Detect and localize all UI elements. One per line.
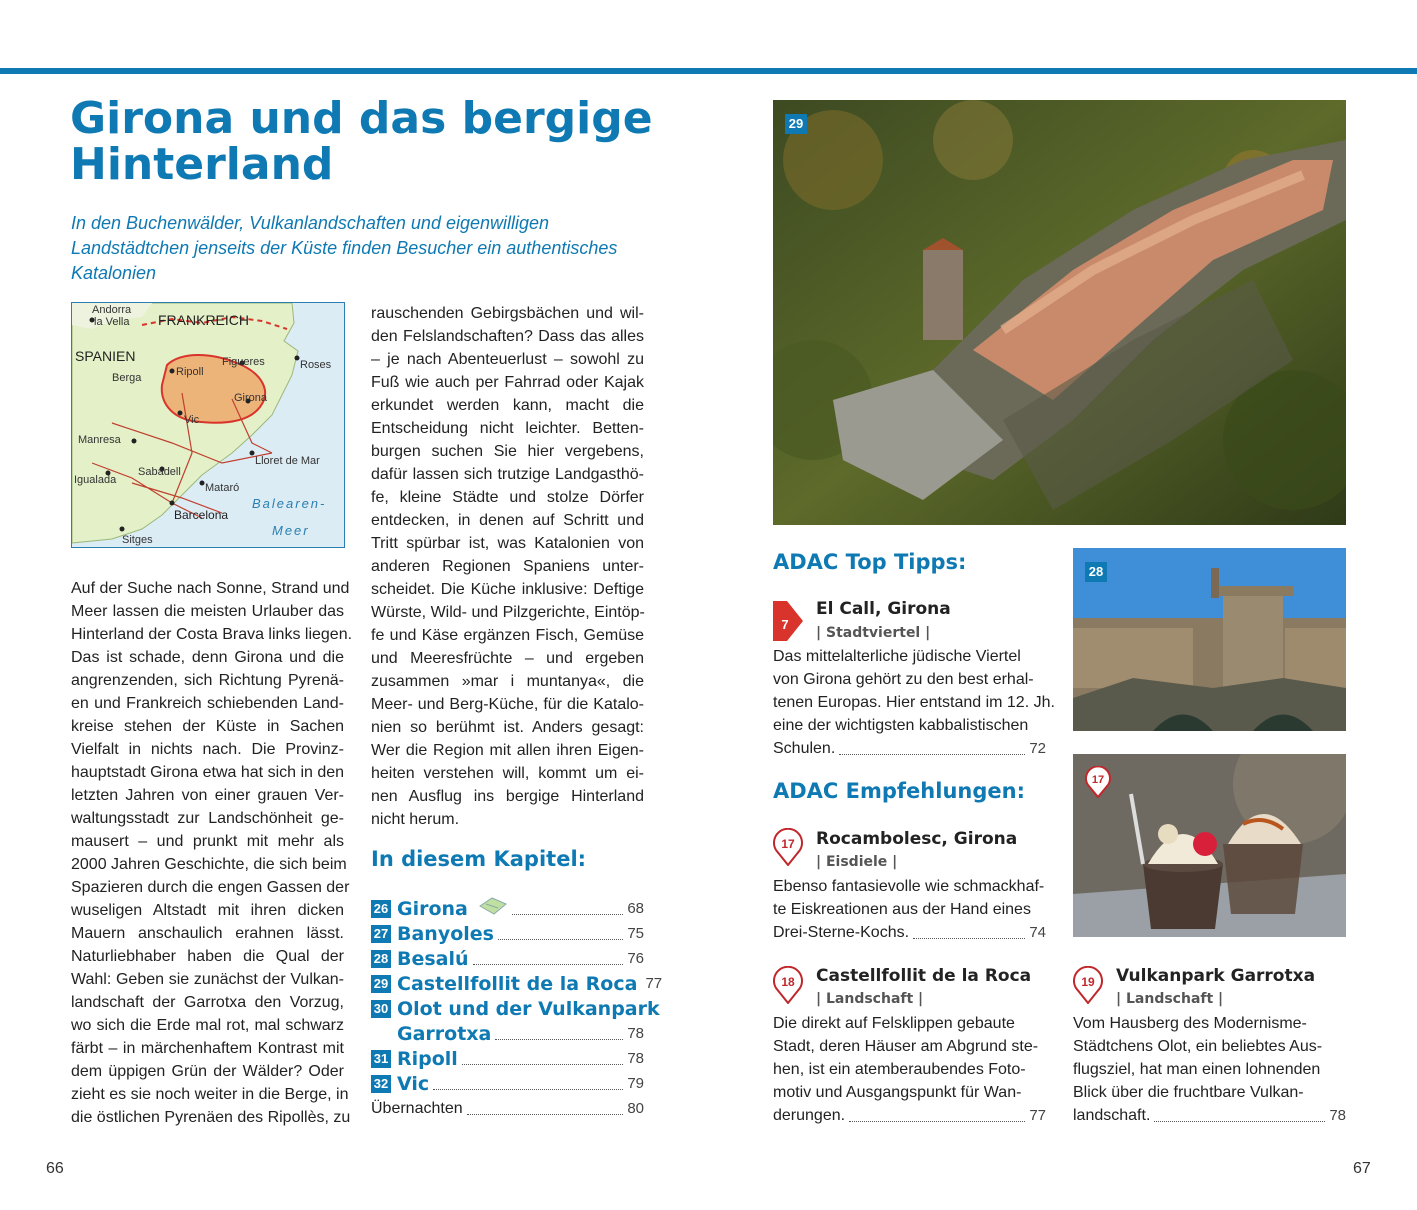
map-label-andorra: Andorra xyxy=(92,304,132,316)
map-leaf-icon xyxy=(478,896,508,921)
recommendation-title: Vulkanpark Garrotxa xyxy=(1116,966,1316,986)
toc-name: Banyoles xyxy=(397,922,494,945)
svg-text:19: 19 xyxy=(1081,975,1095,989)
recommendation-pin-icon xyxy=(773,966,803,1004)
toc-entry[interactable] xyxy=(371,996,660,1021)
recommendation-category: | Landschaft | xyxy=(1116,991,1224,1007)
map-label-mataro: Mataró xyxy=(205,482,240,494)
svg-text:7: 7 xyxy=(781,617,789,632)
chapter-heading: In diesem Kapitel: xyxy=(371,847,587,871)
map-label-sabadell: Sabadell xyxy=(138,466,181,478)
toc-entry-continued[interactable] xyxy=(371,1021,644,1046)
recommendation-title: Castellfollit de la Roca xyxy=(816,966,1032,986)
body-column-1: Auf der Suche nach Sonne, Strand und Meer lassen die meisten Urlauber das Hinterland der Costa Brava links liegen. Das ist schade, denn Girona und die angrenzenden, sich Richtung Pyrenä- en und Frankreich schiebenden Land- kreise stehen der Küste in Sachen Vielfalt in nichts nach. Die Provinz- hauptstadt Girona etwa hat sich in den letzten Jahren von einer grauen Ver- waltungsstadt zur Landschönheit ge- mausert – und prunkt mit mehr als 2000 Jahren Geschichte, die sich beim Spazieren durch die engen Gassen der wuseligen Altstadt mit ihren dicken Mauern anschaulich erahnen lässt. Naturliebhaber haben die Qual der Wahl: Geben sie zunächst der Vulkan- landschaft der Garrotxa den Vorzug, wo sich die Erde mal rot, mal schwarz färbt – in märchenhaftem Kontrast mit dem üppigen Grün der Wälder? Oder zieht es sie noch weiter in die Berge, in die östlichen Pyrenäen des Ripollès, zu xyxy=(71,580,353,1126)
map-label-balearen: Balearen- xyxy=(252,496,327,511)
map-label-roses: Roses xyxy=(300,359,332,371)
lead-paragraph: In den Buchenwälder, Vulkanlandschaften und eigenwilligen Landstädtchen jenseits der Küste finden Besucher ein authentisches Katalonien xyxy=(71,213,618,283)
page-ref: 78 xyxy=(1329,1107,1346,1124)
page-ref: 72 xyxy=(1029,740,1046,757)
recommendation-category: | Eisdiele | xyxy=(816,854,898,870)
toc-entry[interactable] xyxy=(371,896,644,921)
map-label-girona: Girona xyxy=(234,392,268,404)
toc-number: 26 xyxy=(371,900,391,918)
toc-entry-overnight[interactable] xyxy=(371,1096,644,1121)
toc-number: 29 xyxy=(371,975,391,993)
photo-number-badge: 29 xyxy=(785,114,807,134)
recommendations-heading: ADAC Empfehlungen: xyxy=(773,779,1025,803)
toc-name: Olot und der Vulkanpark xyxy=(397,997,660,1020)
page-ref: 74 xyxy=(1029,924,1046,941)
map-label-figueres: Figueres xyxy=(222,356,265,368)
toc-page: 76 xyxy=(627,950,644,967)
recommendation-text: Vom Hausberg des Modernisme- Städtchens Olot, ein beliebtes Aus- flugsziel, hat man einen lohnenden Blick über die fruchtbare Vulkan- landschaft. 78 xyxy=(1073,1012,1346,1127)
toc-number: 27 xyxy=(371,925,391,943)
toc-page: 80 xyxy=(627,1100,644,1117)
toc-number: 30 xyxy=(371,1000,391,1018)
top-rule xyxy=(0,68,1417,74)
recommendation-text: Ebenso fantasievolle wie schmackhaf- te Eiskreationen aus der Hand eines Drei-Sterne-Kochs. 74 xyxy=(773,875,1046,944)
svg-text:17: 17 xyxy=(781,837,795,851)
photo-pin-icon xyxy=(1085,766,1111,798)
photo-number-badge: 28 xyxy=(1085,562,1107,582)
top-tips-heading: ADAC Top Tipps: xyxy=(773,550,967,574)
page-number-left: 66 xyxy=(46,1160,64,1177)
body-column-2: rauschenden Gebirgsbächen und wil- den Felslandschaften? Dass das alles – je nach Abenteuerlust – sowohl zu Fuß wie auch per Fahrrad oder Kajak erkundet werden kann, macht die Entscheidung nicht leichter. Betten- burgen suchen Sie hier vergebens, dafür lassen sich trutzige Landgasthö- fe, kleine Städte und stolze Dörfer entdecken, in denen auf Schritt und Tritt spürbar ist, was Katalonien von anderen Regionen Spaniens unter- scheidet. Die Küche inklusive: Deftige Würste, Wild- und Pilzgerichte, Eintöp- fe und Käse ergänzen Fisch, Gemüse und Meeresfrüchte – und ergeben zusammen »mar i muntanya«, die Meer- und Berg-Küche, für die Katalo- nien so berühmt ist. Anders gesagt: Wer die Region mit allen ihren Eigen- heiten verstehen will, kommt um ei- nen Ausflug ins bergige Hinterland nicht herum. xyxy=(371,305,645,828)
toc-name: Übernachten xyxy=(371,1099,463,1117)
map-label-spanien: SPANIEN xyxy=(75,348,136,364)
chapter-toc xyxy=(371,896,663,1121)
recommendation-text: Die direkt auf Felsklippen gebaute Stadt, deren Häuser am Abgrund ste- hen, ist ein atemberaubendes Foto- motiv und Ausgangspunkt für Wan- derungen. 77 xyxy=(773,1012,1046,1127)
toc-entry[interactable] xyxy=(371,1046,644,1071)
toc-number: 28 xyxy=(371,950,391,968)
top-tip-text: Das mittelalterliche jüdische Viertel von Girona gehört zu den best erhal- tenen Europas. Hier entstand im 12. Jh. eine der wichtigsten kabbalistischen Schulen. 72 xyxy=(773,645,1046,760)
toc-entry[interactable] xyxy=(371,946,644,971)
top-tip-arrow-icon xyxy=(773,601,803,641)
photo-graphic xyxy=(773,100,1346,525)
map-label-sitges: Sitges xyxy=(122,534,153,546)
page-number-right: 67 xyxy=(1353,1160,1371,1177)
map-label-igualada: Igualada xyxy=(74,474,117,486)
photo-graphic xyxy=(1073,548,1346,731)
toc-name: Ripoll xyxy=(397,1047,458,1070)
toc-name: Garrotxa xyxy=(397,1022,492,1045)
toc-page: 68 xyxy=(627,900,644,917)
photo-icecream xyxy=(1073,754,1346,937)
toc-name: Castellfollit de la Roca xyxy=(397,972,638,995)
top-tip-title: El Call, Girona xyxy=(816,599,951,619)
toc-number: 32 xyxy=(371,1075,391,1093)
photo-graphic xyxy=(1073,754,1346,937)
map-label-meer: Meer xyxy=(272,523,310,538)
map-label-lloret: Lloret de Mar xyxy=(255,455,320,467)
map-graphic xyxy=(72,303,344,547)
recommendation-pin-icon xyxy=(1073,966,1103,1004)
map-label-manresa: Manresa xyxy=(78,434,121,446)
photo-castellfollit xyxy=(773,100,1346,525)
toc-page: 77 xyxy=(645,975,663,992)
recommendation-pin-icon xyxy=(773,828,803,866)
map-label-berga: Berga xyxy=(112,372,142,384)
toc-name: Girona xyxy=(397,897,468,920)
page-ref: 77 xyxy=(1029,1107,1046,1124)
toc-page: 78 xyxy=(627,1050,644,1067)
toc-page: 79 xyxy=(627,1075,644,1092)
page-title: Girona und das bergige Hinterland xyxy=(70,93,653,190)
photo-besalu xyxy=(1073,548,1346,731)
svg-text:18: 18 xyxy=(781,975,795,989)
toc-page: 75 xyxy=(627,925,644,942)
map-label-la-vella: la Vella xyxy=(94,316,130,328)
toc-name: Vic xyxy=(397,1072,430,1095)
toc-page: 78 xyxy=(627,1025,644,1042)
map-label-frankreich: FRANKREICH xyxy=(158,312,250,328)
toc-entry[interactable] xyxy=(371,971,663,996)
svg-text:17: 17 xyxy=(1091,774,1105,786)
top-tip-category: | Stadtviertel | xyxy=(816,625,931,641)
map-label-barcelona: Barcelona xyxy=(174,508,229,522)
map-label-vic: Vic xyxy=(184,414,200,426)
region-map xyxy=(71,302,345,548)
toc-number: 31 xyxy=(371,1050,391,1068)
recommendation-title: Rocambolesc, Girona xyxy=(816,829,1018,849)
map-label-ripoll: Ripoll xyxy=(176,366,204,378)
toc-name: Besalú xyxy=(397,947,469,970)
toc-entry[interactable] xyxy=(371,1071,644,1096)
toc-entry[interactable] xyxy=(371,921,644,946)
recommendation-category: | Landschaft | xyxy=(816,991,924,1007)
